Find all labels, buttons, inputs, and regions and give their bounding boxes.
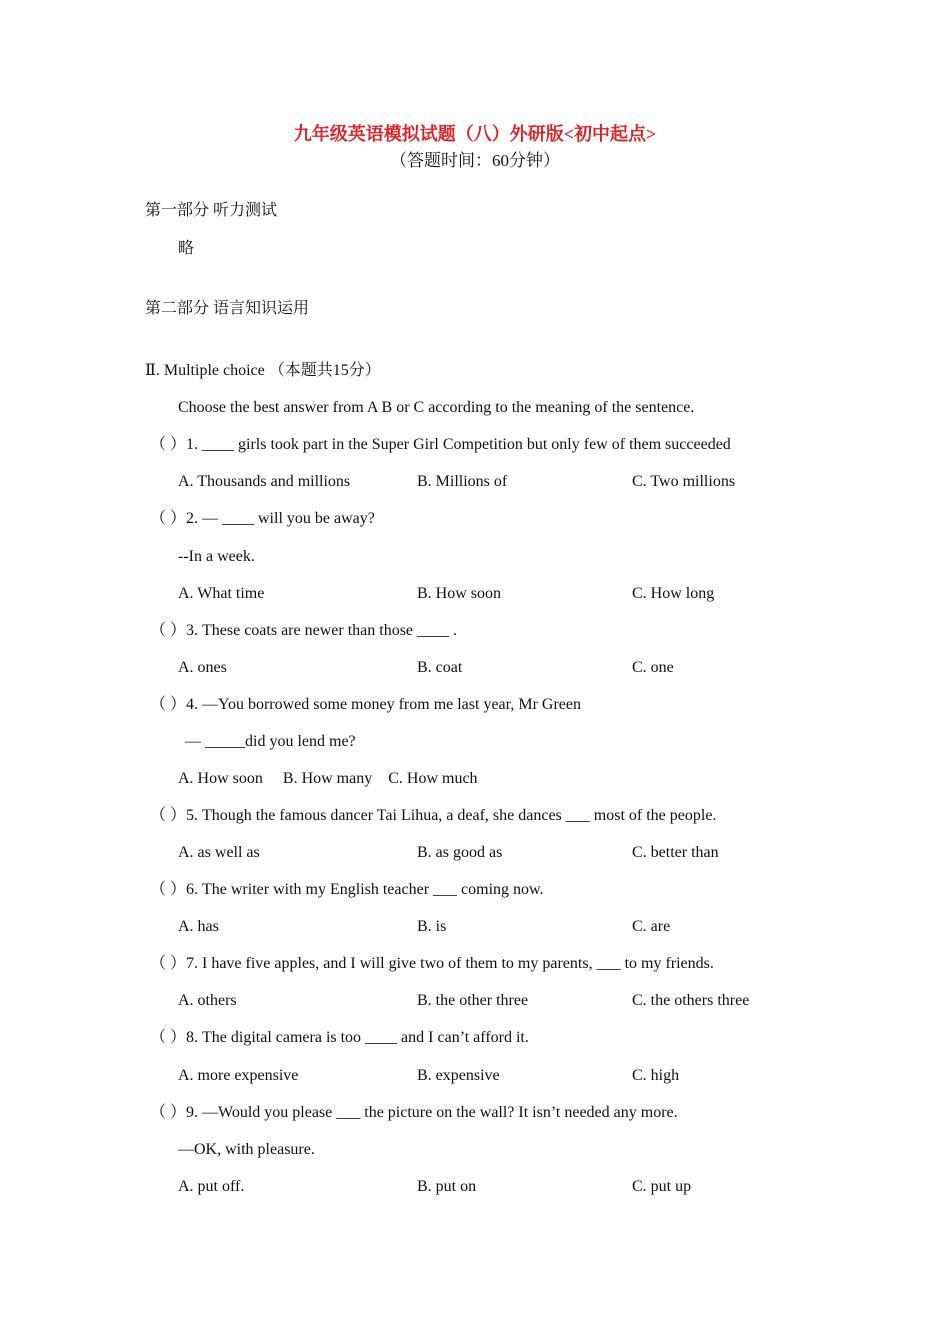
question-stem: （ ）7. I have five apples, and I will give two of them to my parents, ___ to my friends. xyxy=(150,955,714,972)
option-a: A. others xyxy=(178,992,237,1009)
question-stem: （ ）3. These coats are newer than those ____ . xyxy=(150,622,458,639)
part1-note: 略 xyxy=(178,240,195,257)
part2-heading: 第二部分 语言知识运用 xyxy=(145,300,310,317)
option-c: C. are xyxy=(632,918,671,935)
option-a: A. has xyxy=(178,918,219,935)
page-title: 九年级英语模拟试题（八）外研版<初中起点> xyxy=(293,124,657,144)
option-b: B. as good as xyxy=(417,844,503,861)
option-c: C. one xyxy=(632,659,674,676)
question-dialogue: --In a week. xyxy=(178,548,255,565)
option-a: A. as well as xyxy=(178,844,260,861)
option-c: C. Two millions xyxy=(632,473,736,490)
option-a: A. ones xyxy=(178,659,227,676)
question-stem: （ ）9. —Would you please ___ the picture on the wall? It isn’t needed any more. xyxy=(150,1104,678,1121)
time-note: （答题时间：60分钟） xyxy=(390,151,560,170)
option-b: B. coat xyxy=(417,659,463,676)
option-a: A. What time xyxy=(178,585,265,602)
question-stem: （ ）4. —You borrowed some money from me last year, Mr Green xyxy=(150,696,581,713)
question-dialogue: — _____did you lend me? xyxy=(185,733,356,750)
option-c: C. the others three xyxy=(632,992,750,1009)
option-a: A. more expensive xyxy=(178,1067,299,1084)
option-a: A. Thousands and millions xyxy=(178,473,351,490)
question-stem: （ ）5. Though the famous dancer Tai Lihua, a deaf, she dances ___ most of the people. xyxy=(150,807,717,824)
inline-options: A. How soon B. How many C. How much xyxy=(178,770,478,787)
question-stem: （ ）2. — ____ will you be away? xyxy=(150,510,375,527)
option-b: B. How soon xyxy=(417,585,502,602)
option-b: B. Millions of xyxy=(417,473,508,490)
option-b: B. expensive xyxy=(417,1067,500,1084)
option-c: C. put up xyxy=(632,1178,692,1195)
question-stem: （ ）6. The writer with my English teacher ___ coming now. xyxy=(150,881,544,898)
question-stem: （ ）1. ____ girls took part in the Super Girl Competition but only few of them succeeded xyxy=(150,436,731,453)
option-c: C. better than xyxy=(632,844,719,861)
option-c: C. How long xyxy=(632,585,715,602)
option-c: C. high xyxy=(632,1067,680,1084)
option-a: A. put off. xyxy=(178,1178,245,1195)
part1-heading: 第一部分 听力测试 xyxy=(145,202,278,219)
question-stem: （ ）8. The digital camera is too ____ and I can’t afford it. xyxy=(150,1029,529,1046)
section2-heading: Ⅱ. Multiple choice （本题共15分） xyxy=(145,362,381,379)
question-dialogue: —OK, with pleasure. xyxy=(178,1141,315,1158)
option-b: B. the other three xyxy=(417,992,529,1009)
section2-instruction: Choose the best answer from A B or C according to the meaning of the sentence. xyxy=(178,399,695,416)
option-b: B. is xyxy=(417,918,447,935)
option-b: B. put on xyxy=(417,1178,477,1195)
